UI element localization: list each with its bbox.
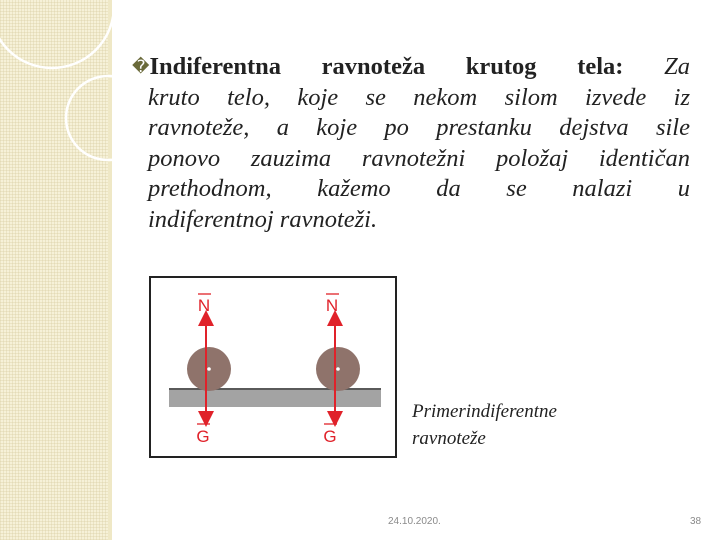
caption-line-2: ravnoteže	[412, 428, 486, 449]
left-ball-center	[207, 367, 211, 371]
caption-line-1: Primerindiferentne	[412, 401, 557, 422]
body-line-6: indiferentnoj ravnoteži.	[148, 205, 378, 233]
figure-caption	[412, 398, 557, 452]
footer-page-number: 38	[690, 516, 702, 527]
right-n-label: N	[325, 296, 339, 315]
heading-line-1	[132, 52, 690, 83]
body-line-2: kruto telo, koje se nekom silom izvede iz	[148, 83, 690, 111]
heading-title: Indiferentna ravnoteža krutog tela:	[149, 53, 624, 80]
slide-body-text	[132, 52, 690, 235]
equilibrium-figure	[149, 276, 397, 458]
body-line-1: Za	[664, 53, 690, 80]
body-line-3: ravnoteže, a koje po prestanku dejstva sile	[148, 114, 690, 141]
footer-date: 24.10.2020.	[388, 516, 441, 527]
left-n-label: N	[197, 296, 211, 315]
body-line-4: ponovo zauzima ravnotežni položaj identičan	[148, 144, 690, 172]
left-g-label: G	[196, 427, 210, 446]
right-g-label: G	[323, 427, 337, 446]
equilibrium-diagram	[151, 278, 395, 456]
right-ball-group	[316, 294, 360, 446]
right-ball-center	[336, 367, 340, 371]
body-line-5: prethodnom, kažemo da se nalazi u	[148, 175, 690, 202]
left-ball-group	[187, 294, 231, 446]
decorative-circles	[0, 0, 112, 170]
ground-bar	[169, 390, 381, 407]
bullet-icon: �	[132, 57, 150, 77]
